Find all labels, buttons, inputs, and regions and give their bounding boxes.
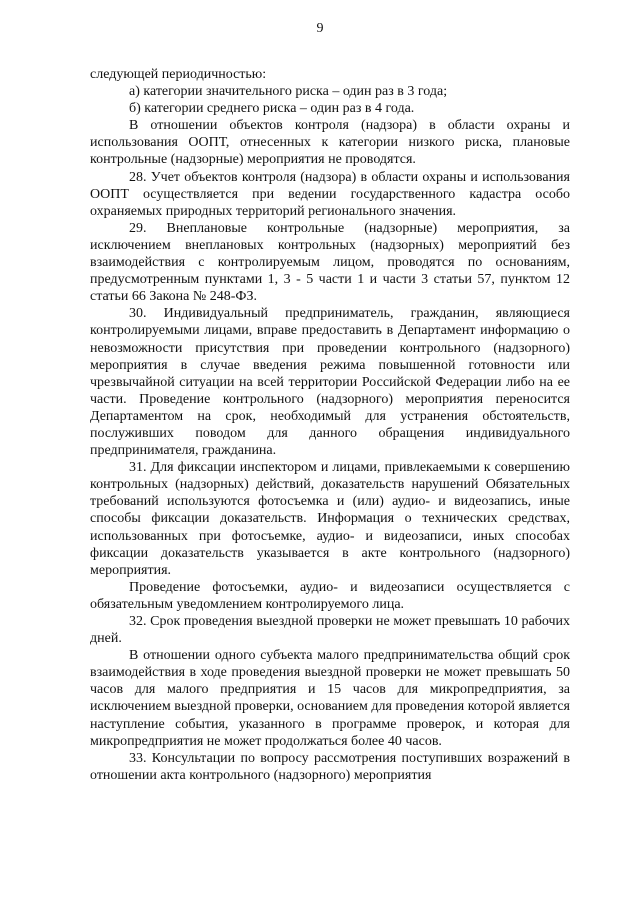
- paragraph-31: 31. Для фиксации инспектором и лицами, привлекаемыми к совершению контрольных (надзорных) действий, доказательств нарушений Обязательных требований используются фотосъемка и (или) аудио- и видеозапись, иные способы фиксации доказательств. Информация о технических средствах, использованных при фотосъемке, аудио- и видеозаписи, иных способах фиксации доказательств указывается в акте контрольного (надзорного) мероприятия.: [90, 460, 570, 578]
- paragraph-small-business: В отношении одного субъекта малого предпринимательства общий срок взаимодействия в ходе проведения выездной проверки не может превышать 50 часов для малого предприятия и 15 часов для микропредприятия, за исключением выездной проверки, основанием для проведения которой является наступление события, указанного в программе проверок, и которая для микропредприятия не может продолжаться более 40 часов.: [90, 648, 570, 749]
- paragraph-32: 32. Срок проведения выездной проверки не может превышать 10 рабочих дней.: [90, 614, 570, 647]
- list-item-b: б) категории среднего риска – один раз в 4 года.: [129, 101, 415, 117]
- paragraph-continuation: следующей периодичностью:: [90, 67, 267, 82]
- body-text: [90, 66, 570, 784]
- paragraph-33: 33. Консультации по вопросу рассмотрения поступивших возражений в отношении акта контрольного (надзорного) мероприятия: [90, 750, 570, 783]
- paragraph-30: 30. Индивидуальный предприниматель, гражданин, являющиеся контролируемыми лицами, вправе предоставить в Департамент информацию о невозможности присутствия при проведении контрольного (надзорного) мероприятия в случае введения режима повышенной готовности или чрезвычайной ситуации на всей территории Российской Федерации либо на ее части. Проведение контрольного (надзорного) мероприятия переносится Департаментом на срок, необходимый для устранения обстоятельств, послуживших поводом для данного обращения индивидуального предпринимателя, гражданина.: [90, 306, 570, 459]
- paragraph-photo-notice: Проведение фотосъемки, аудио- и видеозаписи осуществляется с обязательным уведомлением контролируемого лица.: [90, 579, 570, 612]
- paragraph-29: 29. Внеплановые контрольные (надзорные) мероприятия, за исключением внеплановых контрольных (надзорных) мероприятий без взаимодействия с контролируемым лицом, проводятся по основаниям, предусмотренным пунктами 1, 3 - 5 части 1 и части 3 статьи 57, пунктом 12 статьи 66 Закона № 248-ФЗ.: [90, 220, 570, 305]
- paragraph-low-risk: В отношении объектов контроля (надзора) в области охраны и использования ООПТ, отнесенных к категории низкого риска, плановые контрольные (надзорные) мероприятия не проводятся.: [90, 118, 570, 168]
- paragraph-28: 28. Учет объектов контроля (надзора) в области охраны и использования ООПТ осуществляется при ведении государственного кадастра особо охраняемых природных территорий регионального значения.: [90, 169, 570, 219]
- page-number: 9: [316, 21, 324, 36]
- list-item-a: а) категории значительного риска – один раз в 3 года;: [129, 84, 448, 100]
